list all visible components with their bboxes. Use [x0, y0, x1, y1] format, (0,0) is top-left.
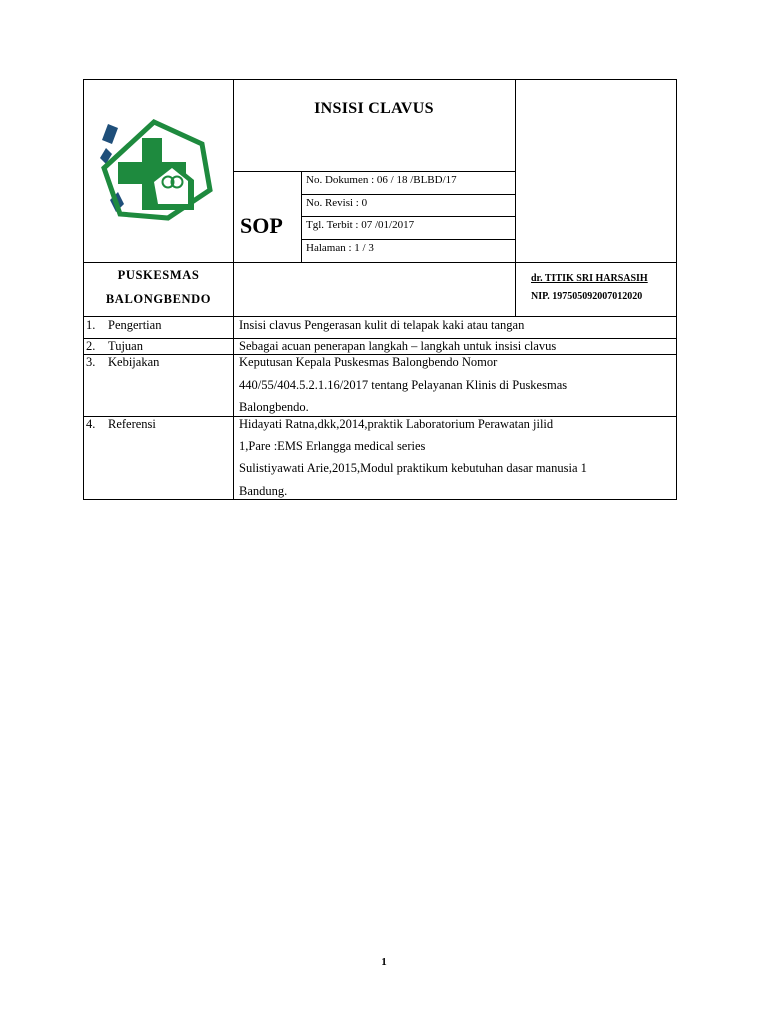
organization-name: PUSKESMAS: [117, 268, 200, 282]
row-label-tujuan: Tujuan: [108, 339, 143, 353]
document-title: INSISI CLAVUS: [314, 100, 434, 117]
row-number: 4.: [86, 417, 96, 431]
row-content-line: 1,Pare :EMS Erlangga medical series: [239, 439, 426, 453]
organization-location: BALONGBENDO: [105, 292, 212, 306]
row-label-referensi: Referensi: [108, 417, 156, 431]
row-label-kebijakan: Kebijakan: [108, 355, 160, 369]
row-content-line: Bandung.: [239, 484, 288, 498]
row-label-pengertian: Pengertian: [108, 318, 162, 332]
row-content-line: Hidayati Ratna,dkk,2014,praktik Laboratorium Perawatan jilid: [239, 417, 554, 431]
page-number: 1: [381, 956, 387, 968]
row-content-line: Insisi clavus Pengerasan kulit di telapak kaki atau tangan: [239, 318, 525, 332]
row-content-line: Balongbendo.: [239, 400, 309, 414]
row-content-line: Sebagai acuan penerapan langkah – langkah untuk insisi clavus: [239, 339, 557, 353]
document-number: No. Dokumen : 06 / 18 /BLBD/17: [306, 174, 457, 186]
revision-number: No. Revisi : 0: [306, 197, 368, 209]
signer-name: dr. TITIK SRI HARSASIH: [531, 273, 648, 284]
row-number: 3.: [86, 355, 96, 369]
row-content-line: Sulistiyawati Arie,2015,Modul praktikum kebutuhan dasar manusia 1: [239, 461, 587, 475]
issue-date: Tgl. Terbit : 07 /01/2017: [306, 219, 415, 231]
document-type-label: SOP: [240, 213, 283, 238]
row-number: 2.: [86, 339, 96, 353]
page-count: Halaman : 1 / 3: [306, 242, 374, 254]
row-content-line: 440/55/404.5.2.1.16/2017 tentang Pelayanan Klinis di Puskesmas: [239, 378, 568, 392]
row-number: 1.: [86, 318, 96, 332]
signer-nip: NIP. 197505092007012020: [531, 291, 643, 302]
row-content-line: Keputusan Kepala Puskesmas Balongbendo Nomor: [239, 355, 498, 369]
puskesmas-logo-icon: [98, 118, 214, 222]
